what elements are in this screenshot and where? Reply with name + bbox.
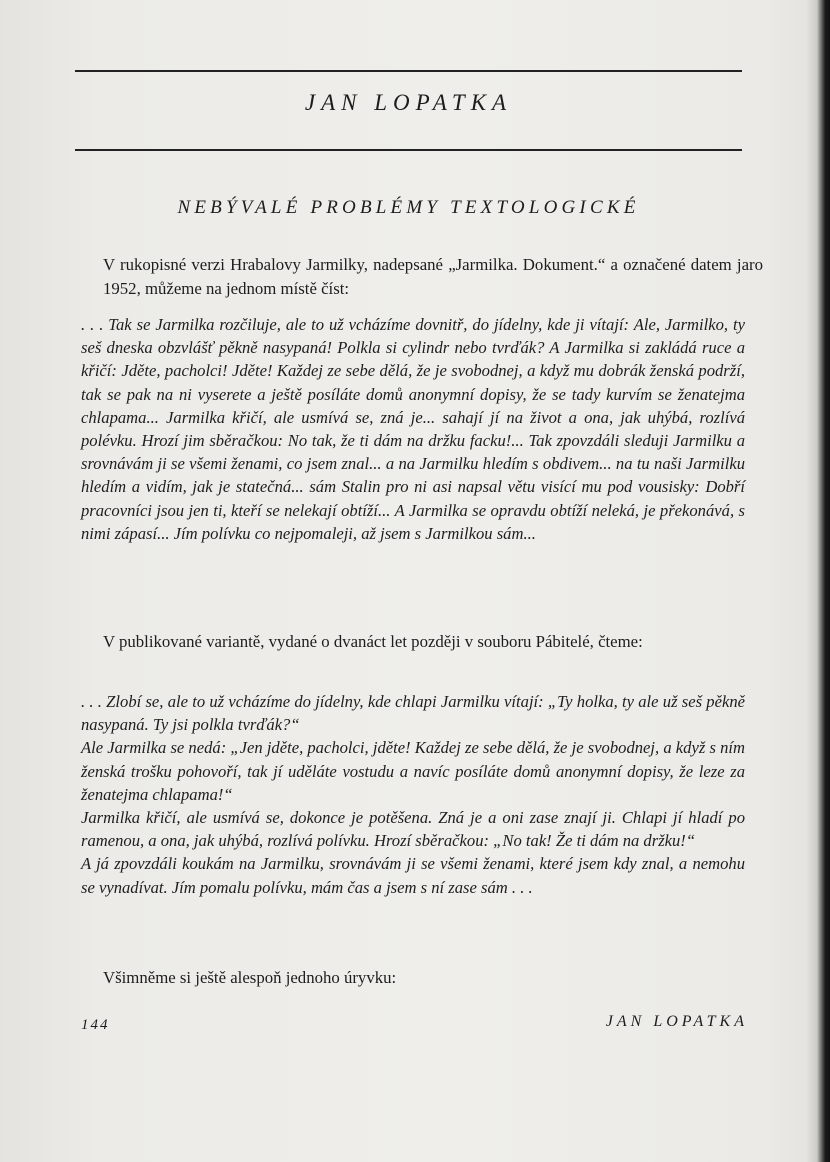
quote-published-version [81,690,745,899]
running-head: JAN LOPATKA [605,1013,748,1030]
intro-paragraph-3: Všimněme si ještě alespoň jednoho úryvku: [103,968,397,987]
intro-paragraph-2: V publikované variantě, vydané o dvanáct let později v souboru Pábitelé, čteme: [103,632,643,651]
intro-paragraph-1: V rukopisné verzi Hrabalovy Jarmilky, nadepsané „Jarmilka. Dokument.“ a označené datem jaro 1952, můžeme na jednom místě číst: [103,255,763,298]
quote-manuscript-version: . . . Tak se Jarmilka rozčiluje, ale to už vcházíme dovnitř, do jídelny, kde ji vítají: Ale, Jarmilko, ty seš dneska obzvlášť pěkně nasypaná! Polkla si cylindr nebo tvrďák? A Jarmilka si zakládá ruce a křičí: Jděte, pacholci! Jděte! Každej ze sebe dělá, že je svobodnej, a když mu dobrák ženská podrží, tak se pak na ni vyserete a ještě posíláte domů anonymní dopisy, že se tady kurvím se ženatejma chlapama... Jarmilka křičí, ale usmívá se, zná je... sahají jí na život a ona, jak uhýbá, rozlívá polévku. Hrozí jim sběračkou: No tak, že ti dám na držku facku!... Tak zpovzdáli sleduji Jarmilku a srovnávám ji se všemi ženami, co jsem znal... a na Jarmilku hledím s obdivem... na tu naši Jarmilku hledím a vidím, jak je statečná... sám Stalin pro ni asi napsal větu visící mu pod vousisky: Dobří pracovníci jsou jen ti, kteří se nelekají obtíží... A Jarmilka se opravdu obtíží neleká, je překonává, s nimi zápasí... Jím polívku co nejpomaleji, až jsem s Jarmilkou sám... [81,315,745,543]
quote-line: A já zpovzdáli koukám na Jarmilku, srovnávám ji se všemi ženami, které jsem kdy znal, a nemohu se vynadívat. Jím pomalu polívku, mám čas a jsem s ní zase sám . . . [81,854,745,897]
header-author: JAN LOPATKA [304,90,513,115]
header-rule-top [75,70,742,72]
quote-line: Jarmilka křičí, ale usmívá se, dokonce je potěšena. Zná je a oni zase znají ji. Chlapi jí hladí po ramenou, a ona, jak uhýbá, rozlívá polívku. Hrozí sběračkou: „No tak! Že ti dám na držku!“ [81,808,745,851]
header-rule-bottom [75,149,742,151]
quote-line: . . . Zlobí se, ale to už vcházíme do jídelny, kde chlapi Jarmilku vítají: „Ty holka, ty ale už seš pěkně nasypaná. Ty jsi polkla tvrďák?“ [81,692,745,735]
quote-line: Ale Jarmilka se nedá: „Jen jděte, pacholci, jděte! Každej ze sebe dělá, že je svobodnej, a když s ním ženská trošku pohovoří, tak jí uděláte vostudu a navíc posíláte domů anonymní dopisy, že leze za ženatejma chlapama!“ [81,738,745,804]
page-number: 144 [81,1017,110,1033]
binding-shadow [806,0,830,1162]
article-title: NEBÝVALÉ PROBLÉMY TEXTOLOGICKÉ [177,197,640,218]
